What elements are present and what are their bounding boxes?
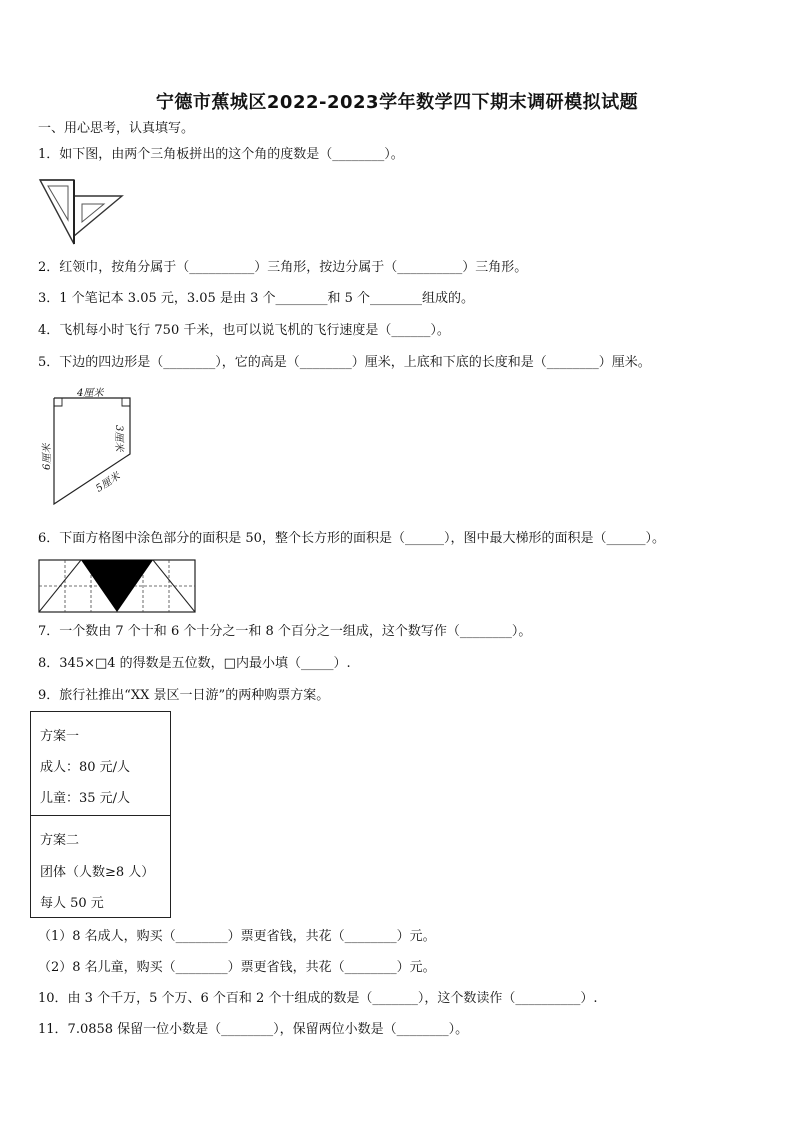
question-9: 9．旅行社推出“XX 景区一日游”的两种购票方案。 — [38, 688, 330, 703]
question-10: 10．由 3 个千万，5 个万、6 个百和 2 个十组成的数是（_______），这个数读作（__________）. — [38, 991, 598, 1006]
ticket-plans-table — [30, 711, 171, 918]
trapezoid-left-label: 6厘米 — [42, 443, 53, 470]
plan2-group-condition: 团体（人数≥8 人） — [40, 865, 155, 880]
question-5: 5．下边的四边形是（________），它的高是（________）厘米，上底和下底的长度和是（________）厘米。 — [38, 355, 651, 370]
plan1-adult-price: 成人：80 元/人 — [40, 760, 131, 775]
question-1: 1．如下图，由两个三角板拼出的这个角的度数是（________）。 — [38, 147, 404, 162]
plan2-title: 方案二 — [40, 833, 80, 848]
page-title: 宁德市蕉城区2022-2023学年数学四下期末调研模拟试题 — [155, 92, 639, 113]
question-11: 11．7.0858 保留一位小数是（________），保留两位小数是（________）。 — [38, 1022, 469, 1037]
question-4: 4．飞机每小时飞行 750 千米，也可以说飞机的飞行速度是（______）。 — [38, 323, 450, 338]
grid-rectangle-figure — [39, 560, 195, 612]
question-9-2: （2）8 名儿童，购买（________）票更省钱，共花（________）元。 — [38, 960, 436, 975]
plan1-title: 方案一 — [40, 729, 80, 744]
section-heading: 一、用心思考，认真填写。 — [38, 121, 195, 136]
question-2: 2．红领巾，按角分属于（__________）三角形，按边分属于（__________）三角形。 — [38, 260, 528, 275]
question-6: 6．下面方格图中涂色部分的面积是 50，整个长方形的面积是（______），图中最大梯形的面积是（______）。 — [38, 531, 665, 546]
trapezoid-top-label: 4厘米 — [77, 388, 104, 399]
trapezoid-slant-label: 5厘米 — [94, 470, 123, 495]
question-9-1: （1）8 名成人，购买（________）票更省钱，共花（________）元。 — [38, 929, 436, 944]
plan-divider — [31, 815, 170, 816]
trapezoid-right-label: 3厘米 — [113, 425, 124, 452]
triangle-rulers-figure — [38, 176, 126, 246]
plan2-price: 每人 50 元 — [40, 896, 104, 911]
question-8: 8．345×□4 的得数是五位数，□内最小填（_____）. — [38, 656, 351, 671]
question-7: 7．一个数由 7 个十和 6 个十分之一和 8 个百分之一组成，这个数写作（________）。 — [38, 624, 532, 639]
plan1-child-price: 儿童：35 元/人 — [40, 791, 131, 806]
question-3: 3．1 个笔记本 3.05 元，3.05 是由 3 个________和 5 个________组成的。 — [38, 291, 475, 306]
